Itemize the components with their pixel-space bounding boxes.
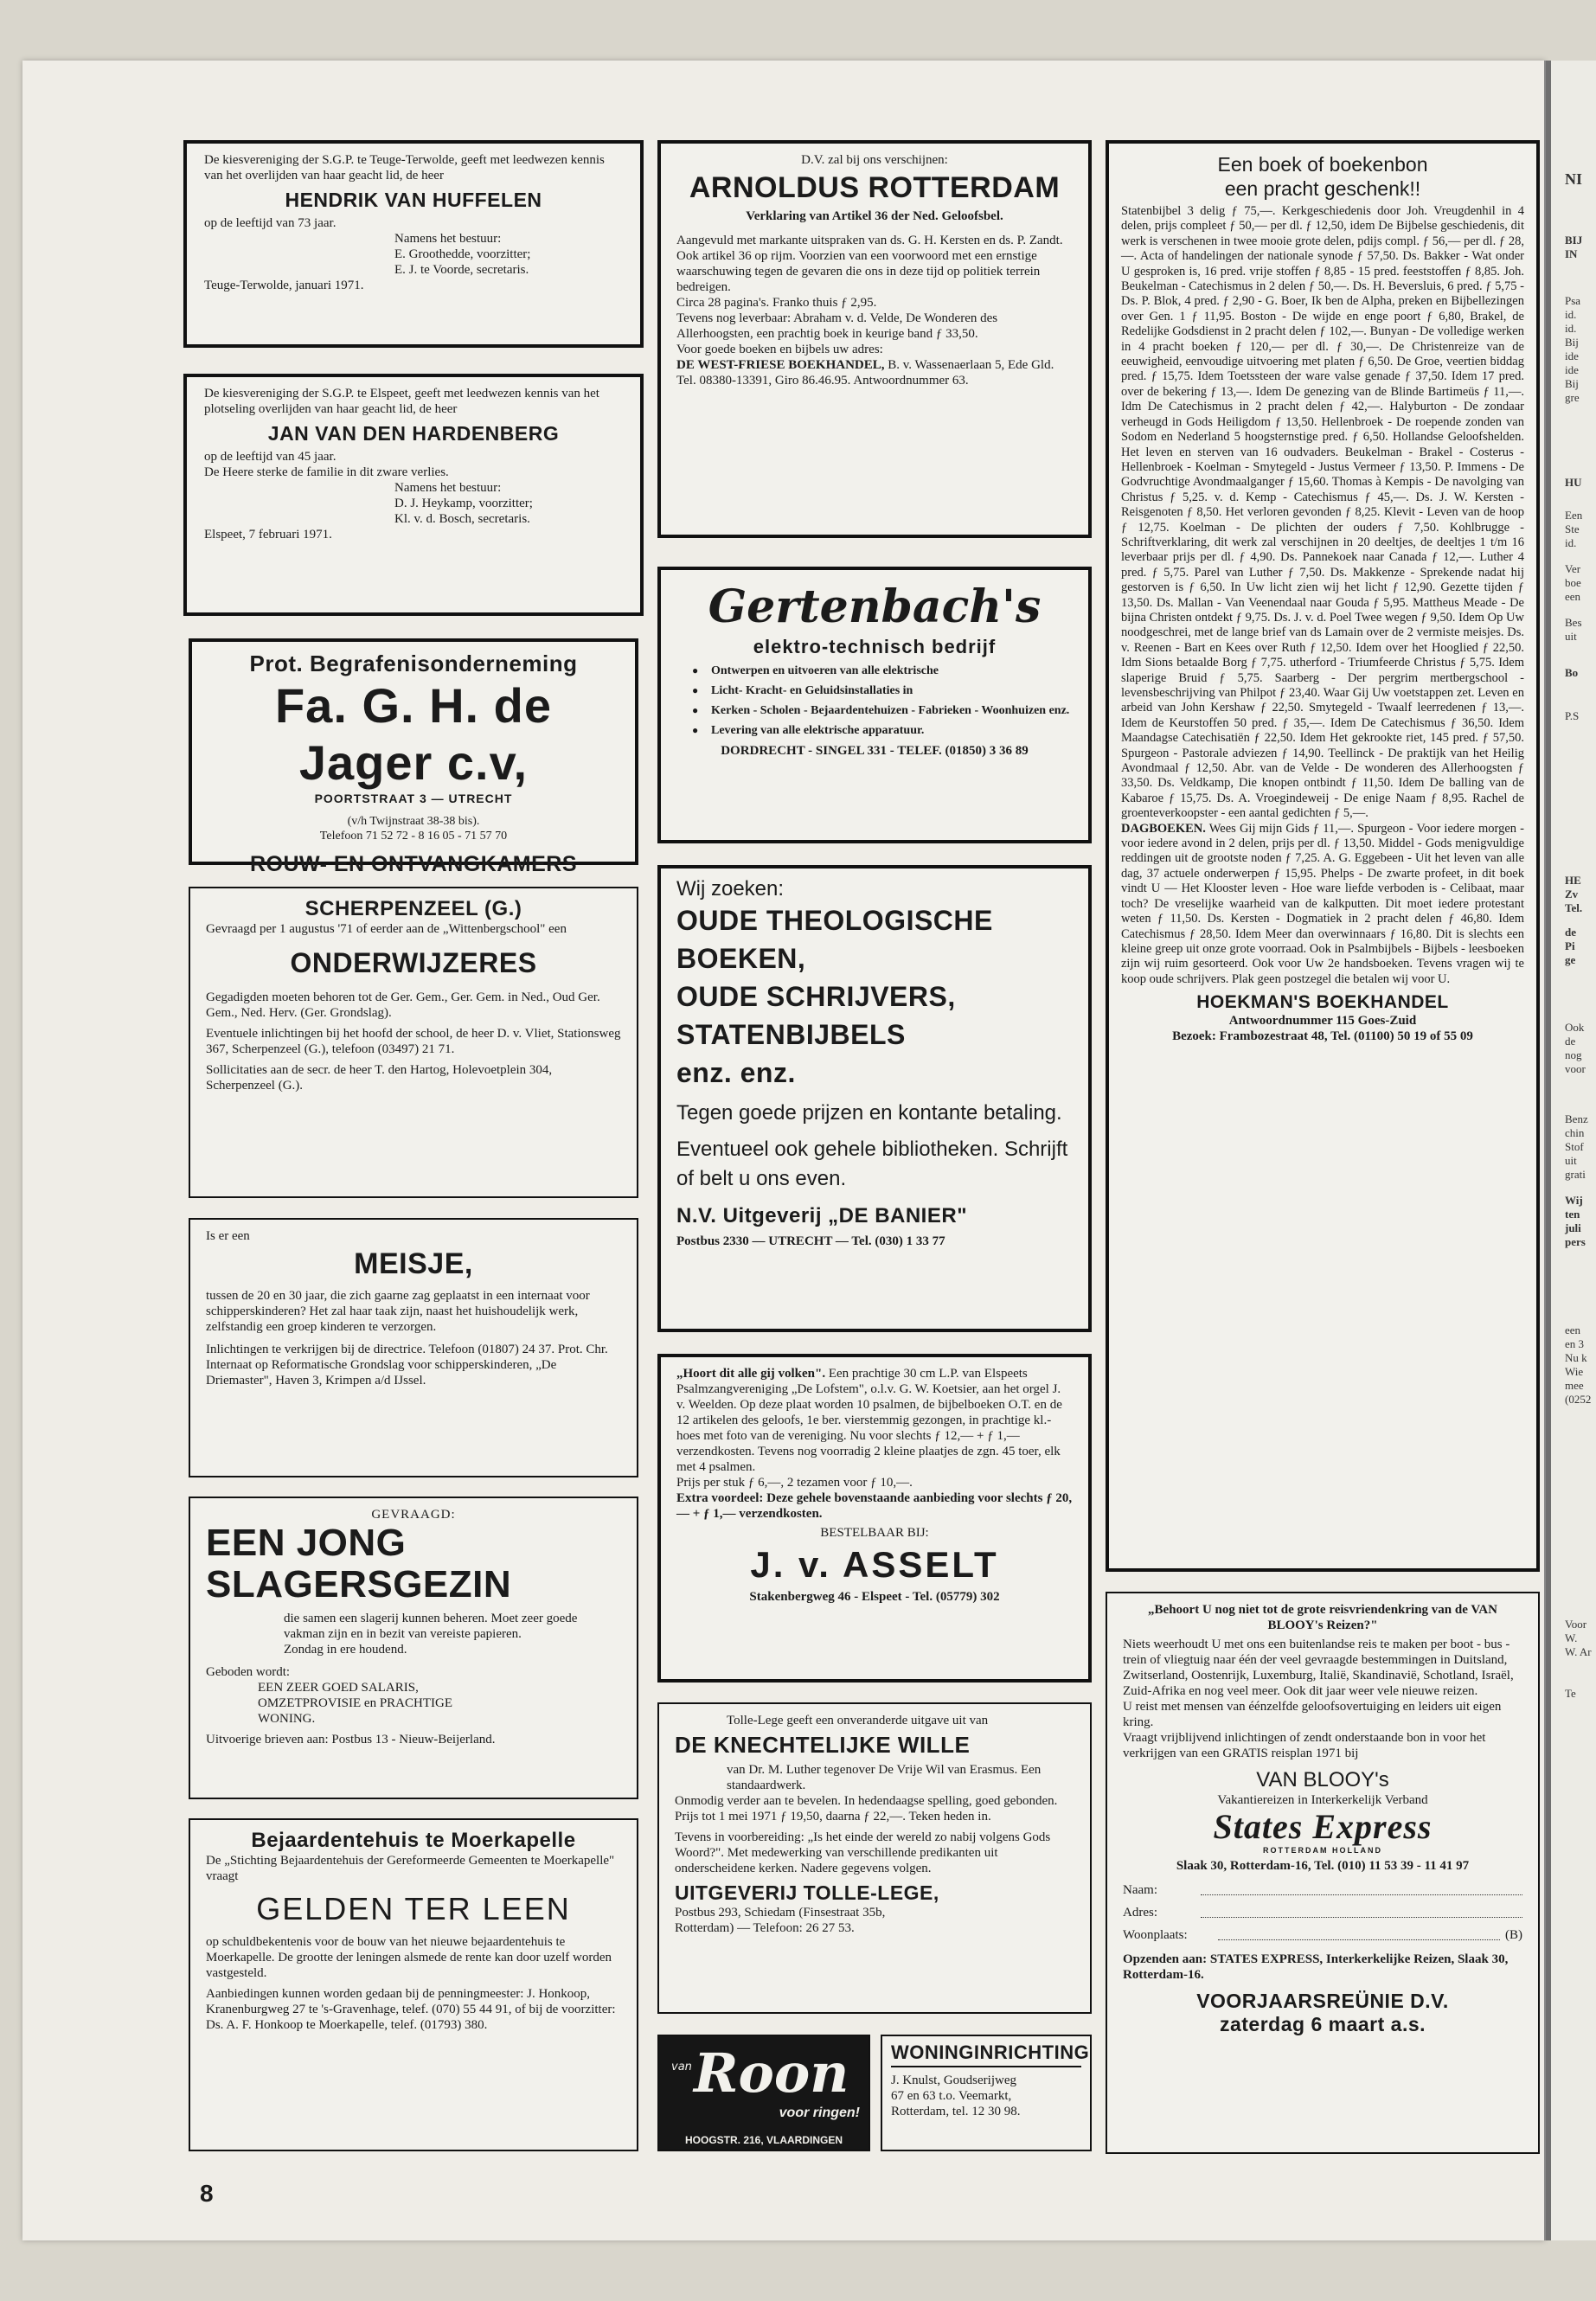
- ad-text: Zondag in ere houdend.: [284, 1643, 407, 1657]
- ad-de-jager: [189, 638, 638, 876]
- fragment: Tel.: [1565, 901, 1583, 914]
- states-express-logo: States Express: [1213, 1807, 1433, 1846]
- record-description: Een prachtige 30 cm L.P. van Elspeets Psalmzangvereniging „De Lofstem", o.l.v. G. W. Koetsier, aan het orgel J. v. Weelden. Op deze plaat worden 10 psalmen, de bijbelboeken O.T. en de 12 artikelen des geloofs, 1e ber. vierstemmig gezongen, in prachtige kl.-hoes met foto van de vereniging. Nu voor slechts ƒ 12,— + ƒ 1,— verzendkosten. Tevens nog voorradig 2 kleine plaatjes de zgn. 45 toer, elk met 4 psalmen.: [676, 1367, 1062, 1474]
- ad-text: Tegen goede prijzen en kontante betaling.: [676, 1101, 1062, 1125]
- fragment: uit: [1565, 1154, 1577, 1167]
- ad-role: ONDERWIJZERES: [290, 947, 537, 978]
- notice-signature: Namens het bestuur:: [394, 481, 502, 495]
- ad-title: EEN JONG: [206, 1522, 407, 1564]
- shop-reply-number: Antwoordnummer 115 Goes-Zuid: [1228, 1014, 1417, 1029]
- service-item: ● Levering van alle elektrische apparatuur.: [676, 723, 1073, 738]
- fragment: Zv: [1565, 888, 1579, 901]
- brand-address: HOOGSTR. 216, VLAARDINGEN: [684, 2134, 843, 2146]
- bookshop-name: DE WEST-FRIESE BOEKHANDEL,: [676, 358, 885, 372]
- fragment: juli: [1565, 1221, 1581, 1234]
- ad-wanted: GEVRAAGD:: [371, 1508, 456, 1522]
- fragment: NI: [1565, 170, 1583, 188]
- publisher-name: UITGEVERIJ TOLLE-LEGE,: [675, 1881, 939, 1904]
- fragment: de: [1565, 926, 1576, 939]
- ad-subtitle: ROUW- EN ONTVANGKAMERS: [249, 852, 578, 876]
- publisher-address: Postbus 2330 — UTRECHT — Tel. (030) 1 33 77: [676, 1234, 945, 1248]
- fragment: ten: [1565, 1208, 1580, 1221]
- ad-title: een pracht geschenk!!: [1224, 177, 1421, 200]
- ad-offer-line: EEN ZEER GOED SALARIS,: [258, 1681, 419, 1695]
- fragment: Ste: [1565, 522, 1580, 535]
- ad-intro: Is er een: [206, 1229, 250, 1243]
- ad-offer-line: OMZETPROVISIE en PRACHTIGE: [258, 1696, 452, 1710]
- fragment: ide: [1565, 363, 1579, 376]
- fragment: Ver: [1565, 562, 1581, 575]
- ad-text: Vraagt vrijblijvend inlichtingen of zendt onderstaande bon in voor het verkrijgen van een GRATIS reisplan 1971 bij: [1123, 1731, 1486, 1760]
- logo-subtitle: ROTTERDAM HOLLAND: [1263, 1846, 1382, 1855]
- ad-title: MEISJE,: [354, 1247, 473, 1280]
- ad-text: die samen een slagerij kunnen beheren. Moet zeer goede vakman zijn en in bezit van vereiste papieren.: [284, 1612, 578, 1641]
- ad-text: Circa 28 pagina's. Franko thuis ƒ 2,95.: [676, 296, 877, 310]
- ad-woninginrichting: [881, 2035, 1092, 2151]
- ad-extra-offer: Extra voordeel: Deze gehele bovenstaande aanbieding voor slechts ƒ 20,— + ƒ 1,— verzendkosten.: [676, 1491, 1073, 1521]
- fragment: BIJ: [1565, 234, 1583, 247]
- ad-text: [676, 1366, 1073, 1475]
- coupon-city-field[interactable]: [1123, 1924, 1522, 1946]
- deceased-name: JAN VAN DEN HARDENBERG: [267, 422, 560, 445]
- publisher-address: Postbus 293, Schiedam (Finsestraat 35b,: [675, 1906, 886, 1920]
- fragment: Bes: [1565, 616, 1582, 629]
- ad-heading: Prot. Begrafenisonderneming: [249, 651, 578, 676]
- ad-line: BOEKEN,: [676, 943, 806, 974]
- fragment: id.: [1565, 536, 1577, 549]
- notice-place-date: Elspeet, 7 februari 1971.: [204, 528, 332, 542]
- fragment: HU: [1565, 476, 1582, 489]
- ad-title: ARNOLDUS ROTTERDAM: [689, 171, 1061, 204]
- ad-text: Aanbiedingen kunnen worden gedaan bij de penningmeester: J. Honkoop, Kranenburgweg 27 te 's-Gravenhage, telef. (070) 55 44 91, of bij de voorzitter: Ds. A. F. Honkoop te Moerkapelle, telef. (01793) 380.: [206, 1987, 616, 2032]
- fragment: Nu k: [1565, 1351, 1587, 1364]
- ad-intro: D.V. zal bij ons verschijnen:: [801, 153, 948, 167]
- ad-text: Aangevuld met markante uitspraken van ds. G. H. Kersten en ds. P. Zandt. Ook artikel 36 op rijm. Voorzien van een voorwoord met een ernstige waarschuwing tegen de gevaren die ons in deze tijd op politiek terrein bedreigen.: [676, 234, 1063, 294]
- ad-line: STATENBIJBELS: [676, 1019, 906, 1050]
- fragment: Te: [1565, 1687, 1576, 1700]
- field-line[interactable]: [1201, 1879, 1522, 1895]
- notice-intro: De kiesvereniging der S.G.P. te Teuge-Terwolde, geeft met leedwezen kennis van het overlijden van haar geacht lid, de heer: [204, 153, 605, 183]
- ad-meisje: [189, 1218, 638, 1477]
- seller-address: Stakenbergweg 46 - Elspeet - Tel. (05779) 302: [749, 1590, 1000, 1604]
- ad-text: [676, 357, 1073, 388]
- ad-text: Eventueel ook gehele bibliotheken. Schrijft of belt u ons even.: [676, 1138, 1068, 1190]
- fragment: een: [1565, 590, 1581, 603]
- notice-van-huffelen: [183, 140, 644, 348]
- ad-title: Fa. G. H. de Jager c.v,: [274, 678, 553, 790]
- fragment: P.S: [1565, 709, 1580, 722]
- fragment: ide: [1565, 349, 1579, 362]
- ad-address: POORTSTRAAT 3 — UTRECHT: [314, 792, 513, 805]
- brand-slogan: voor ringen!: [779, 2106, 860, 2120]
- diary-list: [1121, 822, 1524, 987]
- ad-reply: Uitvoerige brieven aan: Postbus 13 - Nieuw-Beijerland.: [206, 1733, 496, 1747]
- ad-subtitle: elektro-technisch bedrijf: [753, 636, 997, 657]
- fragment: mee: [1565, 1379, 1584, 1392]
- ad-price: Prijs per stuk ƒ 6,—, 2 tezamen voor ƒ 10,—.: [676, 1476, 913, 1490]
- company-name: VAN BLOOY's: [1256, 1768, 1389, 1791]
- deceased-name: HENDRIK VAN HUFFELEN: [285, 189, 542, 211]
- seller-name: J. v. ASSELT: [750, 1544, 999, 1585]
- fragment: id.: [1565, 322, 1577, 335]
- fragment: Pi: [1565, 939, 1575, 952]
- ad-line: enz. enz.: [676, 1057, 796, 1088]
- ad-title: Een boek of boekenbon: [1217, 153, 1428, 176]
- ad-question: „Behoort U nog niet tot de grote reisvriendenkring van de VAN BLOOY's Reizen?": [1148, 1603, 1497, 1632]
- book-list: Statenbijbel 3 delig ƒ 75,—. Kerkgeschiedenis door Joh. Vreugdenhil in 4 delen, prijs compleet ƒ 50,— per dl. ƒ 12,50, idem De Bijbelse geschiedenis, dit werk is verschenen in twee mooie grote delen, pdijs compl. ƒ 56,— per dl. ƒ 28,—. Acta of handelingen der nationale synode ƒ 57,50. Ds. Bakker - Wat onder U gesproken is, 16 pred. vrije stoffen ƒ 8,85 - 15 pred. feeststoffen ƒ 8,85. Joh. Beukelman - Catechismus in 2 delen ƒ 50,—. Ds. H. Beversluis, 6 pred. ƒ 5,75 - Ds. P. Blok, 4 pred. ƒ 2,90 - G. Boer, Ik ben de Alpha, preken en Bijbellezingen over Gen. 1 ƒ 11,95. Boston - De wijde en enge poort ƒ 6,80, Brakel, de Redelijke Godsdienst in 2 pracht delen ƒ 102,—. Bunyan - De volledige werken in 4 pracht boeken ƒ 120,— per dl. ƒ 30,—. De Christenreize van de eeuwigheid, eenvoudige uitvoering met platen ƒ 6,50. De Groe, veertien biddag pred. ƒ 15,75. Idem Toetssteen der ware valse genade ƒ 37,50. Idem 17 pred. over de bekering ƒ 13,—. Idem De genezing van de Blinde Bartimeüs ƒ 11,—. Idm De Catechismus in 2 pracht delen ƒ 42,—. Halyburton - De zondaar verheugd in Gods Heiligdom ƒ 13,50. Hellenbroek - De roepende zonden van Sodom en Nederland 5 hoogsternstige pred. ƒ 6,50. Hollandse Geloofshelden. Het leven en sterven van 16 oudvaders. Beukelman - Brakel - Costerus - Hellenbroek - Koelman - Smytegeld - Justus Vermeer ƒ 13,50. P. Immens - De Godvruchtige Avondmaalganger ƒ 15,60. Thomas à Kempis - De navolging van Christus ƒ 5,25. v. d. Kemp - Catechismus ƒ 45,—. Ds. J. W. Kersten - Reisgenoten ƒ 8,50. Het verloren gevonden ƒ 8,25. Klevit - Leven van de hoop ƒ 12,75. Koelman - De plichten der ouders ƒ 7,50. Kohlbrugge - Schriftverklaring, dit werk zal verschijnen in 20 deeltjes, de deeltjes 1 t/m 16 leverbaar prijs per dl. ƒ 4,90. Ds. Pannekoek naar Canada ƒ 12,—. Luther 4 pred. ƒ 5,75. Parel van Luther ƒ 7,50. Ds. Makkenze - Sprekende nadat hij gestorven is ƒ 6,50. In Uw licht zien wij het licht ƒ 12,90. Gezette tijden ƒ 13,50. Ds. Mallan - Van Veenendaal naar Gouda ƒ 5,95. Mattheus Meade - De bijna Christen ontdekt ƒ 9,75. Ds. J. v. d. Poel Twee wegen ƒ 9,50. Idem Op Uw noodgeschrei, met de lange brief van ds Lamain over de 2 vermiste meisjes. Ds. v. Reenen - Bart en Kees over Ruth ƒ 12,50. Idem over het Hooglied ƒ 22,50. Idm Sions betaalde Borg ƒ 7,75. utherford - Triumfeerde Christus ƒ 5,75. Idem slaperige Bruid ƒ 5,75. Saarberg - Der pergrim mertbergschool - levensbeschrijving van Philpot ƒ 23,40. Waar Gij Uw voetstappen zet. Leven en arbeid van John Kershaw ƒ 22,50. Smytegeld - Twaalf leerredenen ƒ 13,—. Idem de Keurstoffen 50 pred. ƒ 35,—. Idem De Catechismus ƒ 36,50. Idem Maandagse Catechisatiën ƒ 22,50. Idem Het gekrookte riet, 145 pred. ƒ 57,50. Spurgeon - Pastorale adviezen ƒ 14,90. Teellinck - De praktijk van het Heilig Avondmaal ƒ 12,50. Abr. van de Velde - De wonderen des Allerhoogsten ƒ 33,50. Ds. Veldkamp, Die knopen ontbindt ƒ 11,50. Idem De balling van de Kabaroe ƒ 15,75. Ds. A. Vroegindeweij - De enige Naam ƒ 8,95. Rachel de groenteverkoopster - een aantal gedichten ƒ 5,—.: [1121, 204, 1524, 821]
- fragment: voor: [1565, 1062, 1586, 1075]
- reunion-date: zaterdag 6 maart a.s.: [1219, 2013, 1426, 2035]
- coupon-address-field[interactable]: [1123, 1901, 1522, 1924]
- ad-title: Bejaardentehuis te Moerkapelle: [251, 1829, 576, 1852]
- fragment: Benz: [1565, 1112, 1588, 1125]
- page-number: 8: [200, 2180, 214, 2207]
- fragment: W.: [1565, 1631, 1578, 1644]
- fragment: IN: [1565, 247, 1578, 260]
- bookshop-address: B. v. Wassenaerlaan 5, Ede Gld. Tel. 08380-13391, Giro 86.46.95. Antwoordnummer 63.: [676, 358, 1054, 388]
- fragment: Bo: [1565, 666, 1579, 679]
- adjacent-page-edge: [1544, 61, 1596, 2240]
- ad-intro: Tolle-Lege geeft een onveranderde uitgave uit van: [727, 1714, 989, 1727]
- fragment: uit: [1565, 630, 1577, 643]
- notice-signature: E. J. te Voorde, secretaris.: [394, 263, 529, 277]
- fragment: Bij: [1565, 336, 1579, 349]
- notice-text: De Heere sterke de familie in dit zware verlies.: [204, 465, 449, 479]
- fragment: id.: [1565, 308, 1577, 321]
- ad-title: DE KNECHTELIJKE WILLE: [675, 1732, 971, 1758]
- ad-text: op schuldbekentenis voor de bouw van het nieuwe bejaardentehuis te Moerkapelle. De grootte der leningen alsmede de rente kan door uzelf worden vastgesteld.: [206, 1935, 612, 1980]
- fragment: Een: [1565, 509, 1583, 522]
- diary-heading: DAGBOEKEN.: [1121, 821, 1206, 836]
- reunion-title: VOORJAARSREÜNIE D.V.: [1196, 1990, 1449, 2012]
- ad-offer-line: WONING.: [258, 1712, 316, 1726]
- notice-place-date: Teuge-Terwolde, januari 1971.: [204, 279, 364, 292]
- newspaper-page: [22, 61, 1545, 2240]
- ad-j-v-asselt: [657, 1354, 1092, 1682]
- fragment: de: [1565, 1035, 1576, 1048]
- ad-text: Eventuele inlichtingen bij het hoofd der school, de heer D. v. Vliet, Stationsweg 367, Scherpenzeel (G.), telefoon (03497) 21 71.: [206, 1027, 621, 1056]
- ad-order-label: BESTELBAAR BIJ:: [820, 1526, 929, 1540]
- ad-text: Sollicitaties aan de secr. de heer T. den Hartog, Holevoetplein 304, Scherpenzeel (G.).: [206, 1063, 553, 1093]
- fragment: HE: [1565, 874, 1581, 887]
- ad-text: van Dr. M. Luther tegenover De Vrije Wil van Erasmus. Een standaardwerk.: [727, 1763, 1042, 1792]
- field-label: Adres:: [1123, 1906, 1157, 1920]
- field-label: Naam:: [1123, 1883, 1157, 1897]
- ad-gertenbach: [657, 567, 1092, 843]
- ad-subtitle: Verklaring van Artikel 36 der Ned. Geloofsbel.: [746, 209, 1003, 223]
- fragment: boe: [1565, 576, 1581, 589]
- ad-title: SLAGERSGEZIN: [206, 1563, 512, 1606]
- shop-address: Bezoek: Frambozestraat 48, Tel. (01100) 50 19 of 55 09: [1172, 1029, 1473, 1044]
- service-item: ● Ontwerpen en uitvoeren van alle elektrische: [676, 663, 1073, 678]
- fragment: pers: [1565, 1235, 1586, 1248]
- fragment: Ook: [1565, 1021, 1585, 1034]
- publisher-name: N.V. Uitgeverij „DE BANIER": [676, 1204, 968, 1227]
- field-line[interactable]: [1218, 1924, 1500, 1940]
- ad-van-roon: [657, 2035, 870, 2151]
- notice-van-den-hardenberg: [183, 374, 644, 616]
- field-line[interactable]: [1201, 1901, 1522, 1918]
- ad-address-line: 67 en 63 t.o. Veemarkt,: [891, 2089, 1012, 2103]
- ad-text: Voor goede boeken en bijbels uw adres:: [676, 343, 883, 356]
- service-item: ● Kerken - Scholen - Bejaardentehuizen - Fabrieken - Woonhuizen enz.: [676, 703, 1073, 718]
- fragment: een: [1565, 1324, 1581, 1336]
- fragment: Psa: [1565, 294, 1581, 307]
- page-gutter: [1546, 61, 1551, 2240]
- ad-text: Tevens in voorbereiding: „Is het einde der wereld zo nabij volgens Gods Woord?". Met medewerking van verschillende predikanten uit onderscheidene kerken. Nadere gegevens volgen.: [675, 1830, 1051, 1875]
- fragment: chin: [1565, 1126, 1585, 1139]
- fragment: Voor: [1565, 1618, 1587, 1631]
- ad-address-line: J. Knulst, Goudserijweg: [891, 2073, 1016, 2087]
- ad-text: Inlichtingen te verkrijgen bij de directrice. Telefoon (01807) 24 37. Prot. Chr. Internaat op Reformatische Grondslag voor schipperskinderen, „De Driemaster", Haven 3, Krimpen a/d IJssel.: [206, 1343, 608, 1388]
- ad-text: Gegadigden moeten behoren tot de Ger. Gem., Ger. Gem. in Ned., Oud Ger. Gem., Ned. Herv. (Ger. Grondslag).: [206, 990, 600, 1020]
- notice-signature: Namens het bestuur:: [394, 232, 502, 246]
- notice-signature: D. J. Heykamp, voorzitter;: [394, 497, 533, 510]
- ad-offered: Geboden wordt:: [206, 1665, 291, 1679]
- notice-intro: De kiesvereniging der S.G.P. te Elspeet, geeft met leedwezen kennis van het plotseling overlijden van haar geacht lid, de heer: [204, 387, 599, 416]
- ad-text: tussen de 20 en 30 jaar, die zich gaarne zag geplaatst in een internaat voor schipperskinderen? Het zal haar taak zijn, naast het huishoudelijk werk, zelfstandig een groep kinderen te verzorgen.: [206, 1289, 590, 1334]
- notice-signature: E. Groothedde, voorzitter;: [394, 247, 531, 261]
- fragment: gre: [1565, 391, 1580, 404]
- fragment: Bij: [1565, 377, 1579, 390]
- fragment: grati: [1565, 1168, 1586, 1181]
- ad-title: WONINGINRICHTING: [891, 2041, 1081, 2067]
- ad-moerkapelle: [189, 1818, 638, 2151]
- field-label: Woonplaats:: [1123, 1928, 1188, 1942]
- fragment: nog: [1565, 1048, 1582, 1061]
- ad-tolle-lege: [657, 1702, 1092, 2014]
- notice-signature: Kl. v. d. Bosch, secretaris.: [394, 512, 530, 526]
- ad-footer: DORDRECHT - SINGEL 331 - TELEF. (01850) 3 36 89: [721, 744, 1029, 758]
- ad-hoekman-boekhandel: [1106, 140, 1540, 1572]
- ad-van-blooy: [1106, 1592, 1540, 2154]
- ad-text: Onmodig verder aan te bevelen. In hedendaagse spelling, goed gebonden. Prijs tot 1 mei 1971 ƒ 19,50, daarna ƒ 22,—. Teken heden in.: [675, 1794, 1058, 1823]
- company-logo: Gertenbach's: [708, 580, 1042, 633]
- ad-text: Niets weerhoudt U met ons een buitenlandse reis te maken per boot - bus - trein of vliegtuig naar één der veel gevraagde bestemmingen in Duitsland, Zwitserland, Oostenrijk, Luxemburg, Italië, Skandinavië, Schotland, Israël, Zuid-Afrika en nog veel meer. Ook dit jaar weer vele nieuwe reizen.: [1123, 1638, 1514, 1698]
- record-title: „Hoort dit alle gij volken".: [676, 1367, 826, 1381]
- ad-intro: De „Stichting Bejaardentehuis der Gereformeerde Gemeenten te Moerkapelle" vraagt: [206, 1854, 615, 1883]
- ad-scherpenzeel: [189, 887, 638, 1198]
- ad-intro: Gevraagd per 1 augustus '71 of eerder aan de „Wittenbergschool" een: [206, 922, 567, 936]
- notice-age: op de leeftijd van 73 jaar.: [204, 216, 337, 230]
- ad-address-line: Rotterdam, tel. 12 30 98.: [891, 2105, 1021, 2118]
- coupon-send-to: Opzenden aan: STATES EXPRESS, Interkerkelijke Reizen, Slaak 30, Rotterdam-16.: [1123, 1952, 1509, 1982]
- brand-prefix: van: [671, 2061, 692, 2073]
- ad-text: U reist met mensen van éénzelfde geloofsovertuiging en leiders uit eigen kring.: [1123, 1700, 1502, 1729]
- service-list: [676, 663, 1073, 738]
- ad-title: SCHERPENZEEL (G.): [304, 897, 522, 920]
- shop-name: HOEKMAN'S BOEKHANDEL: [1196, 992, 1449, 1013]
- ad-intro: Wij zoeken:: [676, 877, 785, 901]
- fragment: ge: [1565, 953, 1576, 966]
- field-suffix: (B): [1505, 1928, 1522, 1942]
- ad-arnoldus-rotterdam: [657, 140, 1092, 538]
- coupon-name-field[interactable]: [1123, 1879, 1522, 1901]
- notice-age: op de leeftijd van 45 jaar.: [204, 450, 337, 464]
- service-item: ● Licht- Kracht- en Geluidsinstallaties in: [676, 683, 1073, 698]
- ad-prev-address: (v/h Twijnstraat 38-38 bis).: [347, 815, 480, 828]
- ad-line: OUDE SCHRIJVERS,: [676, 981, 956, 1012]
- ad-text: Tevens nog leverbaar: Abraham v. d. Velde, De Wonderen des Allerhoogsten, een prachtig boek in keurige band ƒ 33,50.: [676, 311, 998, 341]
- fragment: en 3: [1565, 1337, 1585, 1350]
- diary-text: Wees Gij mijn Gids ƒ 11,—. Spurgeon - Voor iedere morgen - voor iedere avond in 2 delen, prijs per dl. ƒ 13,50. Middel - Gods menigvuldige reddingen uit de grootste noden ƒ 7,25. A. G. Eggebeen - Uit het leven van alle dag, 37 actuele onderwerpen ƒ 15,95. Phelps - De zwarte profeet, in dit boek vindt U — Het Klooster leven - Hoe ware liefde verboden is - Celibaat, maar toch? De vreselijke waarheid van de kalkputten. Dit moet iedere protestant weten ƒ 11,50. Ds. Kersten - Dogmatiek in 2 pracht delen ƒ 46,80. Idem Catechismus ƒ 28,50. Idem Meer dan overwinnaars ƒ 16,80. Dit is slechts een kleine greep uit onze grote voorraad. Ook in Psalmbijbels - Bijbels - leesboeken zijn wij ruim gesorteerd. Ook voor Uw 2e handsboeken. Tevens vragen wij te koop oude schrijvers. Plak geen postzegel die betalen wij voor U.: [1121, 821, 1524, 986]
- fragment: W. Ar: [1565, 1645, 1592, 1658]
- company-subtitle: Vakantiereizen in Interkerkelijk Verband: [1217, 1793, 1428, 1807]
- publisher-address: Rotterdam) — Telefoon: 26 27 53.: [675, 1921, 855, 1935]
- ad-line: OUDE THEOLOGISCHE: [676, 905, 993, 936]
- ad-slagersgezin: [189, 1497, 638, 1799]
- company-address: Slaak 30, Rotterdam-16, Tel. (010) 11 53 39 - 11 41 97: [1176, 1859, 1470, 1873]
- ad-big-text: GELDEN TER LEEN: [256, 1891, 571, 1926]
- fragment: Wie: [1565, 1365, 1584, 1378]
- fragment: Stof: [1565, 1140, 1584, 1153]
- ad-de-banier: [657, 865, 1092, 1332]
- fragment: Wij: [1565, 1194, 1583, 1207]
- ad-phone: Telefoon 71 52 72 - 8 16 05 - 71 57 70: [319, 830, 508, 843]
- fragment: (0252: [1565, 1393, 1592, 1406]
- brand-logo: Roon: [694, 2041, 849, 2105]
